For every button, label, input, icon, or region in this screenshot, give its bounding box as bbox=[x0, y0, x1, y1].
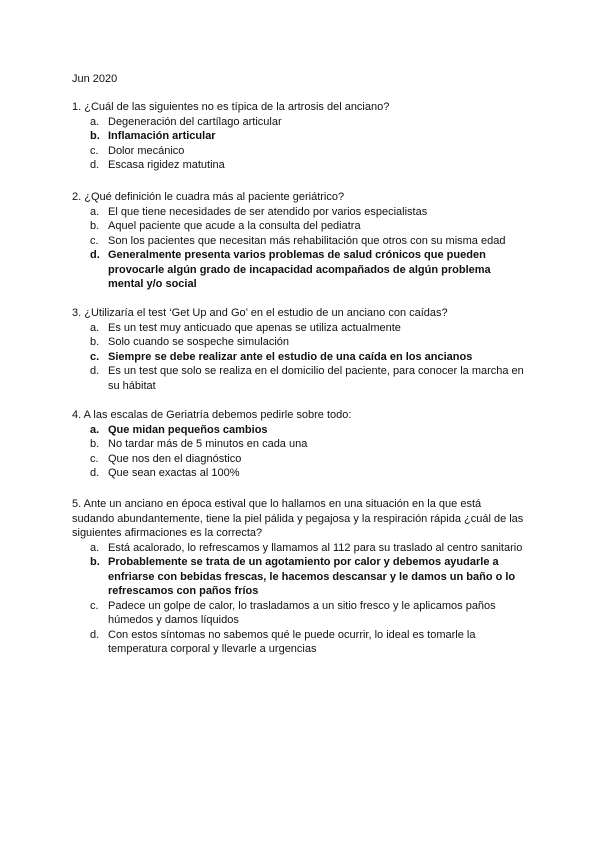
document-date: Jun 2020 bbox=[72, 73, 118, 85]
option-b: b. Solo cuando se sospeche simulación bbox=[90, 336, 290, 348]
option-a: a. Es un test muy anticuado que apenas se utiliza actualmente bbox=[90, 321, 401, 334]
option-a: a. El que tiene necesidades de ser atendido por varios especialistas bbox=[90, 205, 428, 218]
question-5 bbox=[72, 497, 524, 657]
option-b: b. No tardar más de 5 minutos en cada una bbox=[90, 438, 308, 450]
option-c: c. Son los pacientes que necesitan más rehabilitación que otros con su misma edad bbox=[90, 234, 506, 247]
option-c-correct: c. Siempre se debe realizar ante el estudio de una caída en los ancianos bbox=[90, 350, 473, 363]
question-title: 4. A las escalas de Geriatría debemos pedirle sobre todo: bbox=[72, 409, 352, 421]
options-list bbox=[72, 321, 524, 394]
question-1 bbox=[72, 100, 524, 173]
options-list bbox=[72, 205, 524, 292]
question-2 bbox=[72, 190, 524, 292]
option-b-correct: b. Inflamación articular bbox=[90, 130, 216, 142]
question-title: 2. ¿Qué definición le cuadra más al paciente geriátrico? bbox=[72, 191, 345, 203]
option-c: c. Dolor mecánico bbox=[90, 144, 185, 157]
options-list bbox=[72, 115, 524, 173]
question-title: 5. Ante un anciano en época estival que lo hallamos en una situación en la que está sudando abundantemente, tiene la piel pálida y pegajosa y la respiración rápida ¿cuál de las siguientes afirmaciones es la correcta? bbox=[72, 498, 524, 539]
option-a: a. Está acalorado, lo refrescamos y llamamos al 112 para su traslado al centro sanitario bbox=[90, 541, 523, 554]
options-list bbox=[72, 541, 524, 657]
question-4 bbox=[72, 408, 524, 481]
option-d-correct: d. Generalmente presenta varios problemas de salud crónicos que pueden provocarle algún grado de incapacidad acompañados de algún problema mental y/o social bbox=[90, 249, 491, 290]
option-d: d. Con estos síntomas no sabemos qué le puede ocurrir, lo ideal es tomarle la temperatura corporal y llevarle a urgencias bbox=[90, 628, 476, 655]
option-d: d. Que sean exactas al 100% bbox=[90, 467, 240, 479]
question-3 bbox=[72, 306, 524, 393]
options-list bbox=[72, 423, 524, 481]
option-c: c. Padece un golpe de calor, lo trasladamos a un sitio fresco y le aplicamos paños húmedos y damos líquidos bbox=[90, 599, 496, 626]
option-d: d. Es un test que solo se realiza en el domicilio del paciente, para conocer la marcha en su hábitat bbox=[90, 365, 524, 392]
question-title: 1. ¿Cuál de las siguientes no es típica de la artrosis del anciano? bbox=[72, 101, 390, 113]
option-d: d. Escasa rigidez matutina bbox=[90, 159, 225, 171]
question-title: 3. ¿Utilizaría el test ‘Get Up and Go’ en el estudio de un anciano con caídas? bbox=[72, 307, 448, 319]
option-c: c. Que nos den el diagnóstico bbox=[90, 452, 242, 465]
option-b-correct: b. Probablemente se trata de un agotamiento por calor y debemos ayudarle a enfriarse con bebidas frescas, le hacemos descansar y le damos un baño o lo refrescamos con paños fríos bbox=[90, 556, 516, 597]
option-a-correct: a. Que midan pequeños cambios bbox=[90, 423, 268, 436]
option-b: b. Aquel paciente que acude a la consulta del pediatra bbox=[90, 220, 361, 232]
option-a: a. Degeneración del cartílago articular bbox=[90, 115, 282, 128]
